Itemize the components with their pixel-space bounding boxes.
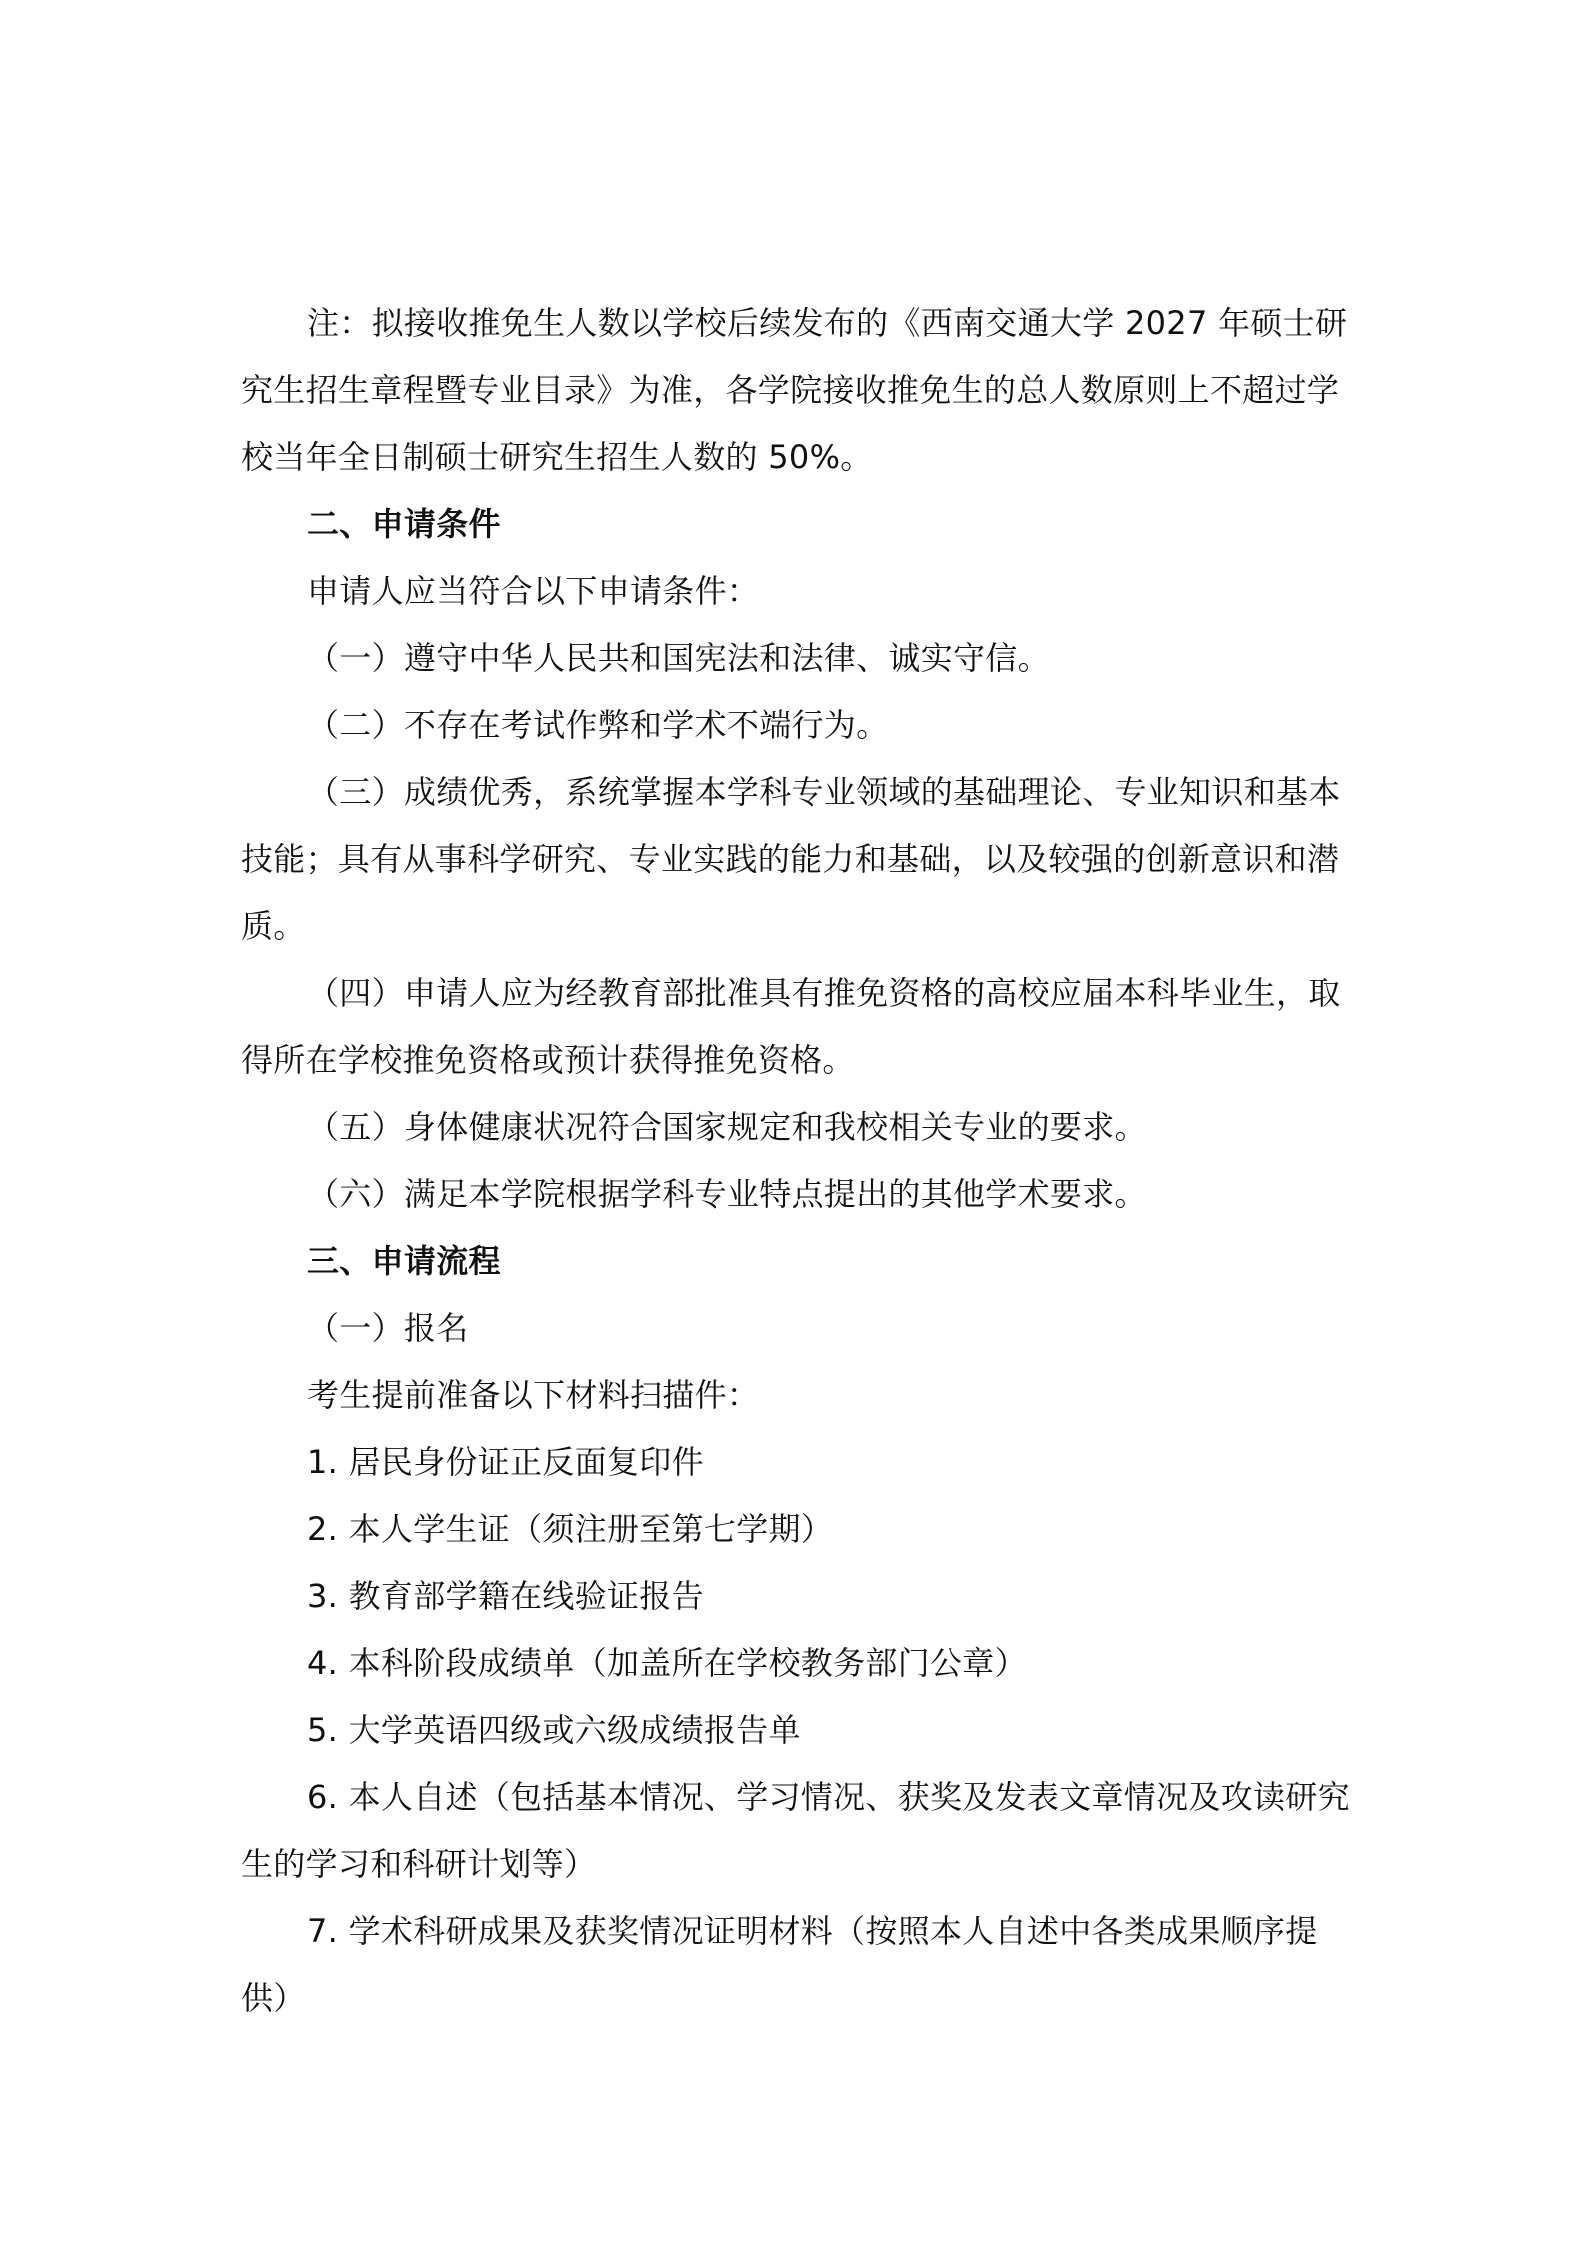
conditions-intro: 申请人应当符合以下申请条件： xyxy=(307,572,760,610)
condition-item: （六）满足本学院根据学科专业特点提出的其他学术要求。 xyxy=(307,1175,1147,1213)
materials-intro: 考生提前准备以下材料扫描件： xyxy=(307,1376,760,1414)
condition-item: （二）不存在考试作弊和学术不端行为。 xyxy=(307,706,889,744)
material-item: 5. 大学英语四级或六级成绩报告单 xyxy=(307,1711,801,1749)
condition-item: （一）遵守中华人民共和国宪法和法律、诚实守信。 xyxy=(307,639,1050,677)
material-item: 2. 本人学生证（须注册至第七学期） xyxy=(307,1510,834,1548)
material-item: 4. 本科阶段成绩单（加盖所在学校教务部门公章） xyxy=(307,1644,1027,1682)
process-step-heading: （一）报名 xyxy=(307,1309,469,1347)
material-item: 7. 学术科研成果及获奖情况证明材料（按照本人自述中各类成果顺序提供） xyxy=(241,1912,1318,2017)
section-heading-application-process: 三、申请流程 xyxy=(307,1242,501,1280)
material-item: 6. 本人自述（包括基本情况、学习情况、获奖及发表文章情况及攻读研究生的学习和科研计划等） xyxy=(241,1778,1350,1883)
quota-note: 注：拟接收推免生人数以学校后续发布的《西南交通大学 2027 年硕士研究生招生章程暨专业目录》为准，各学院接收推免生的总人数原则上不超过学校当年全日制硕士研究生招生人数的 50%。 xyxy=(241,304,1348,476)
material-item: 1. 居民身份证正反面复印件 xyxy=(307,1443,704,1481)
material-item: 3. 教育部学籍在线验证报告 xyxy=(307,1577,704,1615)
condition-item: （五）身体健康状况符合国家规定和我校相关专业的要求。 xyxy=(307,1108,1147,1146)
condition-item: （三）成绩优秀，系统掌握本学科专业领域的基础理论、专业知识和基本技能；具有从事科学研究、专业实践的能力和基础，以及较强的创新意识和潜质。 xyxy=(241,773,1341,945)
section-heading-application-conditions: 二、申请条件 xyxy=(307,505,501,543)
document-body xyxy=(241,290,1355,2032)
condition-item: （四）申请人应为经教育部批准具有推免资格的高校应届本科毕业生，取得所在学校推免资格或预计获得推免资格。 xyxy=(241,974,1341,1079)
